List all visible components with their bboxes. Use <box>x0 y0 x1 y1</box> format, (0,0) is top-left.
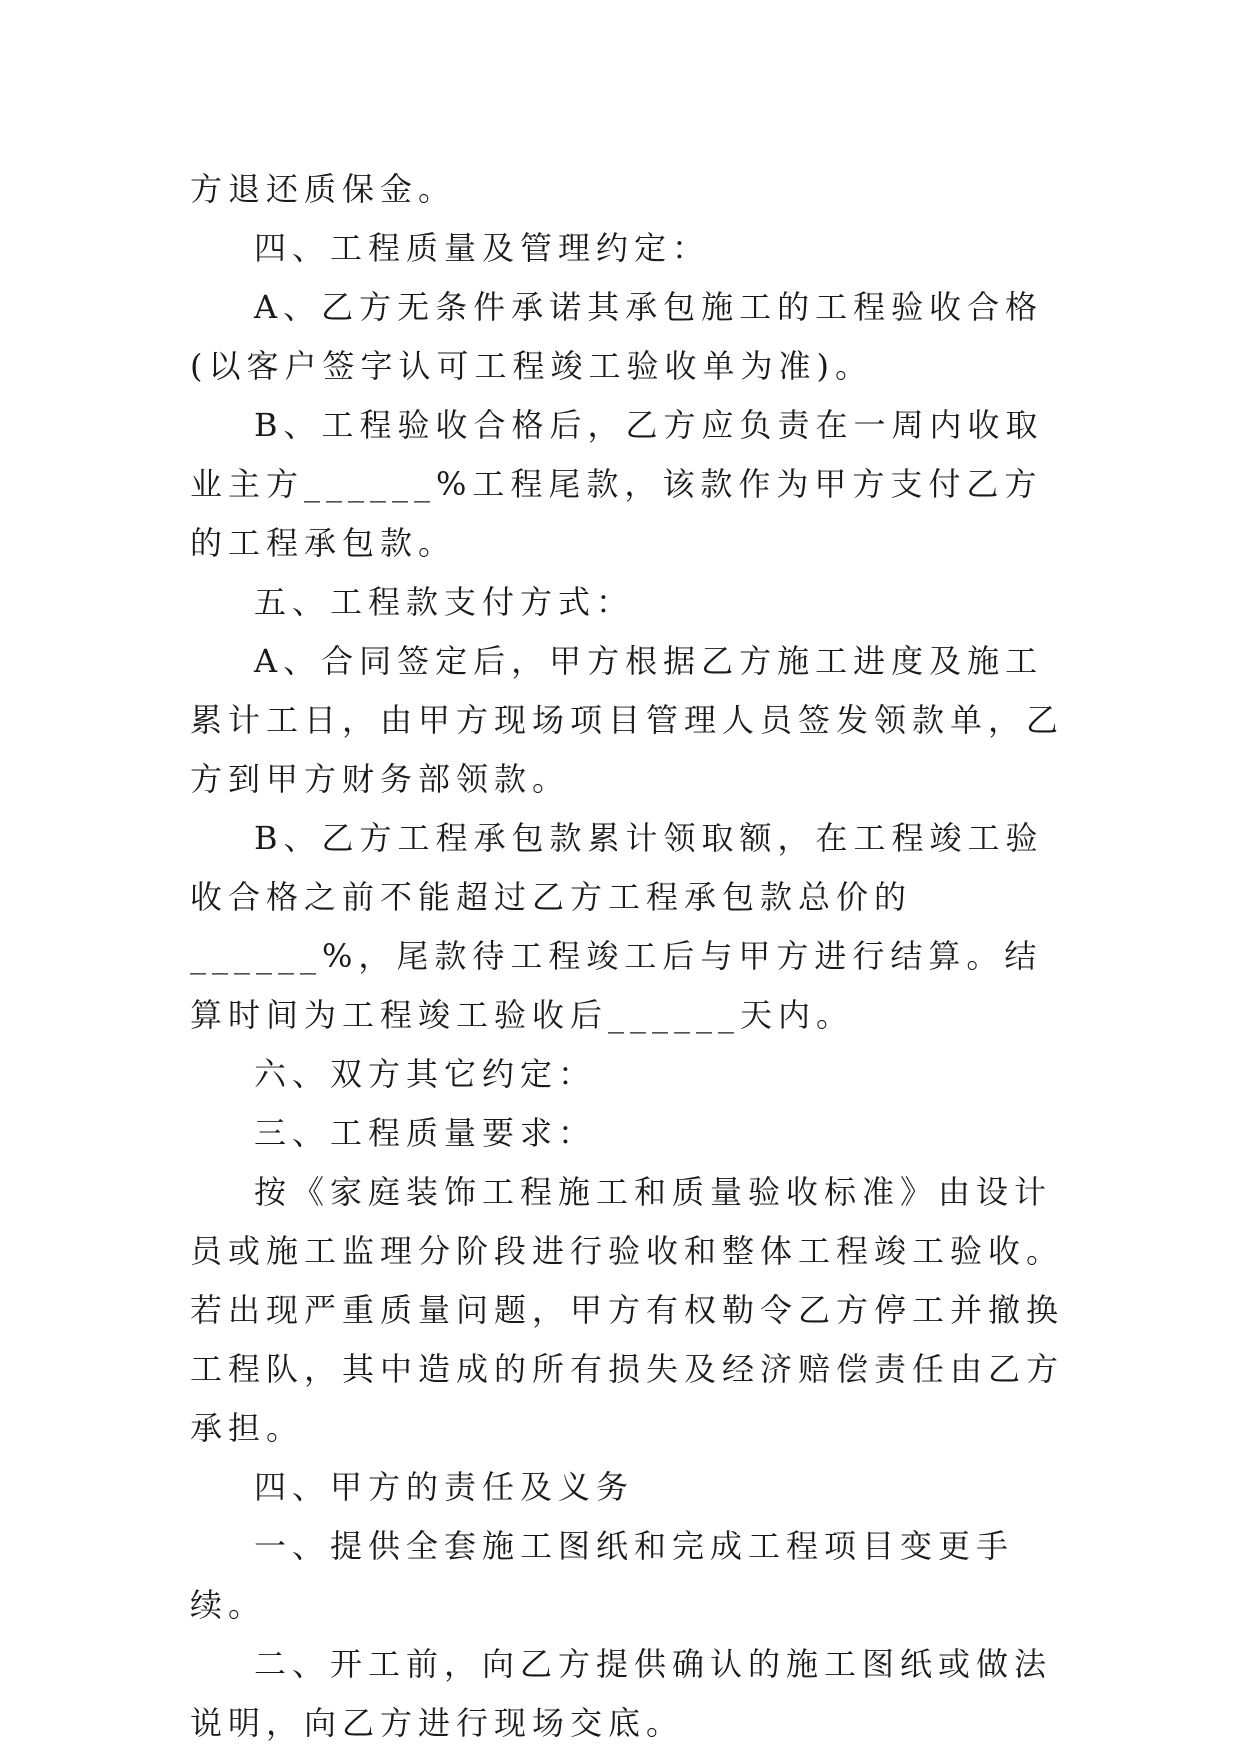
paragraph: A、合同签定后，甲方根据乙方施工进度及施工累计工日，由甲方现场项目管理人员签发领款单，乙方到甲方财务部领款。 <box>190 642 1065 798</box>
document-body <box>190 160 1070 1753</box>
section-heading: 六、双方其它约定： <box>254 1055 597 1093</box>
paragraph: 一、提供全套施工图纸和完成工程项目变更手续。 <box>190 1527 1015 1624</box>
section-heading: 四、甲方的责任及义务 <box>254 1468 635 1506</box>
section-heading: 四、工程质量及管理约定： <box>254 229 711 267</box>
paragraph: 二、开工前，向乙方提供确认的施工图纸或做法说明，向乙方进行现场交底。 <box>190 1645 1053 1742</box>
paragraph: A、乙方无条件承诺其承包施工的工程验收合格(以客户签字认可工程竣工验收单为准)。 <box>190 288 1044 385</box>
paragraph: B、乙方工程承包款累计领取额，在工程竣工验收合格之前不能超过乙方工程承包款总价的______%，尾款待工程竣工后与甲方进行结算。结算时间为工程竣工验收后______天内。 <box>190 819 1044 1034</box>
section-heading: 三、工程质量要求： <box>254 1114 597 1152</box>
section-heading: 五、工程款支付方式： <box>254 583 635 621</box>
paragraph: B、工程验收合格后，乙方应负责在一周内收取业主方______%工程尾款，该款作为甲方支付乙方的工程承包款。 <box>190 406 1044 562</box>
paragraph: 按《家庭装饰工程施工和质量验收标准》由设计员或施工监理分阶段进行验收和整体工程竣工验收。若出现严重质量问题，甲方有权勒令乙方停工并撤换工程队，其中造成的所有损失及经济赔偿责任由乙方承担。 <box>190 1173 1065 1447</box>
paragraph: 方退还质保金。 <box>190 170 457 208</box>
